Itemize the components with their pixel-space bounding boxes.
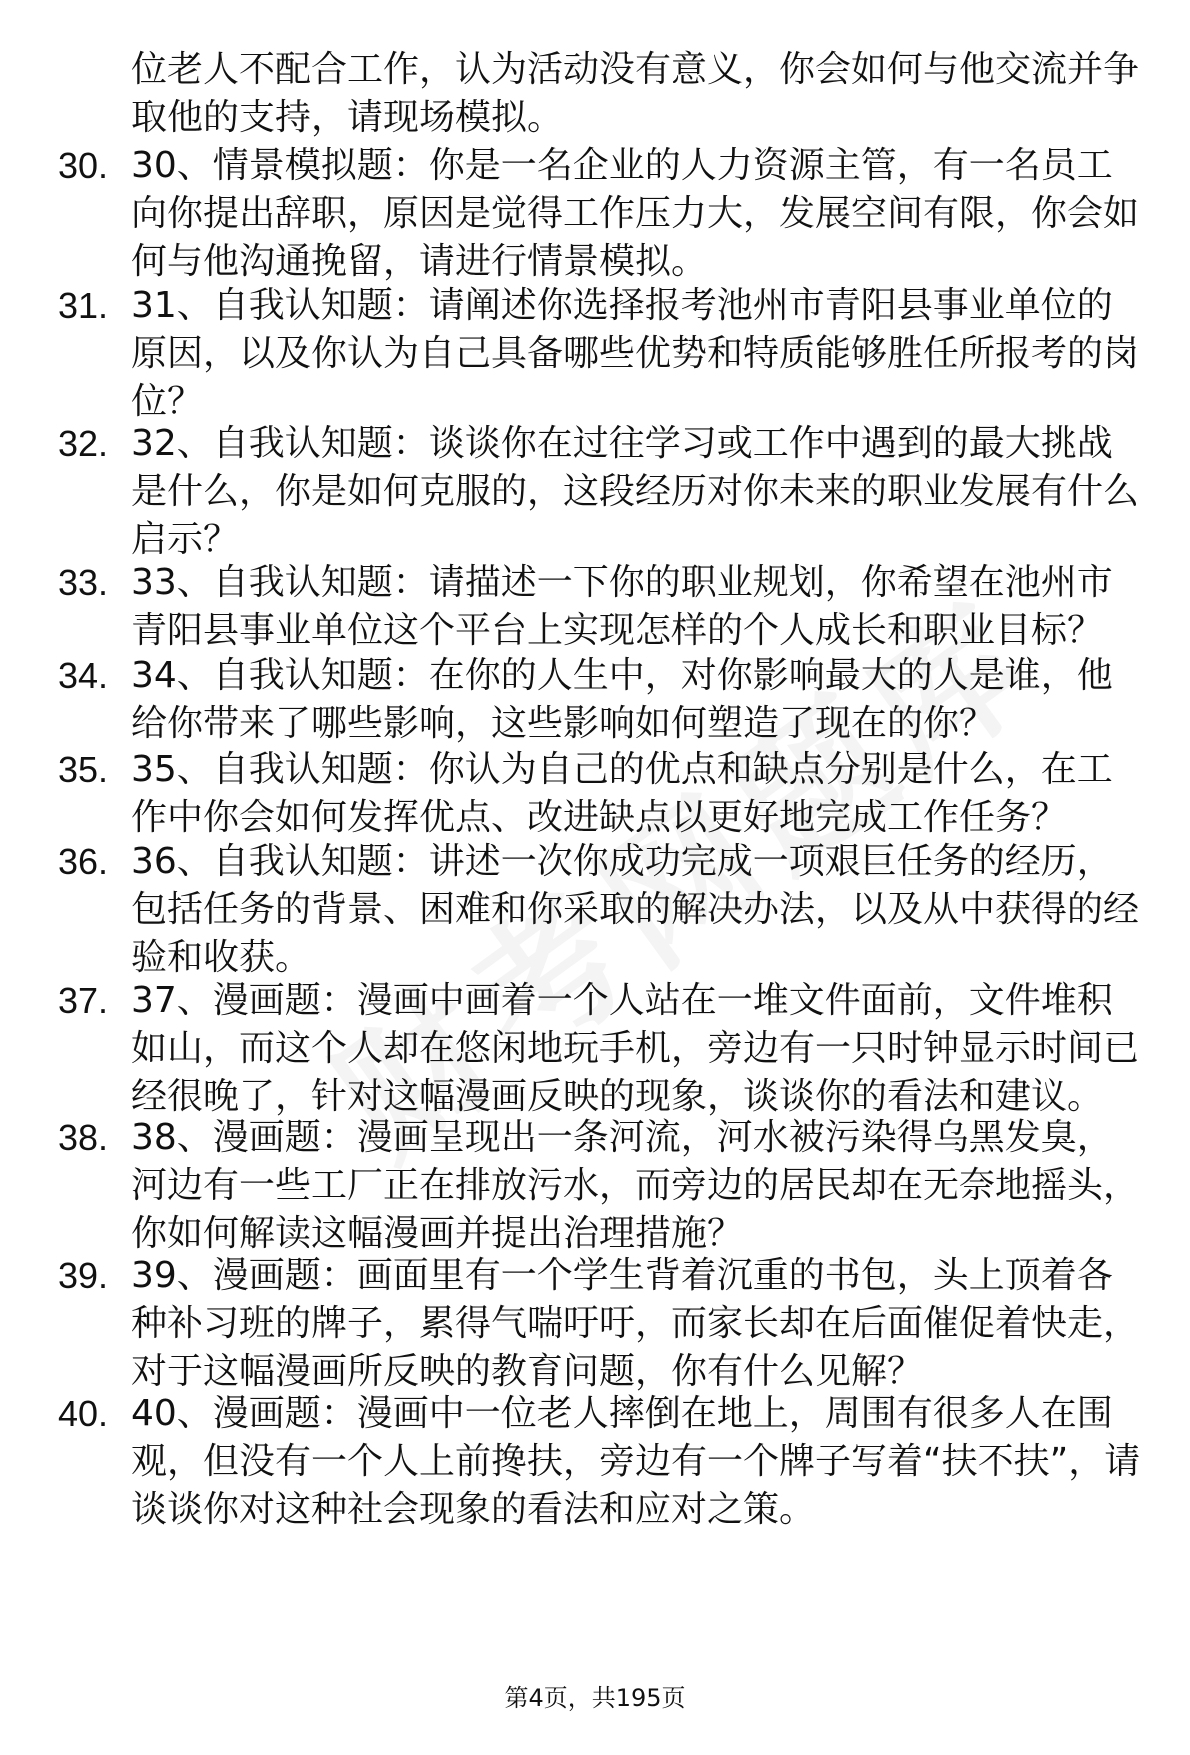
question-number: 39. bbox=[58, 1255, 109, 1296]
question-text: 31、自我认知题：请阐述你选择报考池州市青阳县事业单位的原因，以及你认为自己具备哪些优势和特质能够胜任所报考的岗位？ bbox=[131, 285, 1140, 422]
question-number: 36. bbox=[58, 841, 109, 882]
question-text: 40、漫画题：漫画中一位老人摔倒在地上，周围有很多人在围观，但没有一个人上前搀扶，旁边有一个牌子写着“扶不扶”，请谈谈你对这种社会现象的看法和应对之策。 bbox=[131, 1393, 1141, 1530]
question-number: 33. bbox=[58, 562, 109, 603]
question-number: 38. bbox=[58, 1117, 109, 1158]
question-number: 37. bbox=[58, 980, 109, 1021]
question-text: 32、自我认知题：谈谈你在过往学习或工作中遇到的最大挑战是什么，你是如何克服的，这段经历对你未来的职业发展有什么启示？ bbox=[131, 423, 1140, 560]
page-footer: 第4页，共195页 bbox=[504, 1684, 686, 1712]
question-number: 35. bbox=[58, 749, 109, 790]
question-number: 30. bbox=[58, 145, 109, 186]
question-text: 39、漫画题：画面里有一个学生背着沉重的书包，头上顶着各种补习班的牌子，累得气喘吁吁，而家长却在后面催促着快走，对于这幅漫画所反映的教育问题，你有什么见解？ bbox=[131, 1255, 1140, 1392]
question-number: 32. bbox=[58, 423, 109, 464]
question-number: 31. bbox=[58, 285, 109, 326]
question-number: 34. bbox=[58, 655, 109, 696]
question-text: 30、情景模拟题：你是一名企业的人力资源主管，有一名员工向你提出辞职，原因是觉得工作压力大，发展空间有限，你会如何与他沟通挽留，请进行情景模拟。 bbox=[131, 145, 1140, 282]
question-number: 40. bbox=[58, 1393, 109, 1434]
question-text: 35、自我认知题：你认为自己的优点和缺点分别是什么，在工作中你会如何发挥优点、改进缺点以更好地完成工作任务？ bbox=[131, 749, 1113, 838]
continued-question-text: 位老人不配合工作，认为活动没有意义，你会如何与他交流并争取他的支持，请现场模拟。 bbox=[131, 49, 1140, 138]
question-text: 33、自我认知题：请描述一下你的职业规划，你希望在池州市青阳县事业单位这个平台上实现怎样的个人成长和职业目标？ bbox=[131, 562, 1113, 651]
question-text: 36、自我认知题：讲述一次你成功完成一项艰巨任务的经历，包括任务的背景、困难和你采取的解决办法，以及从中获得的经验和收获。 bbox=[131, 841, 1140, 978]
question-text: 34、自我认知题：在你的人生中，对你影响最大的人是谁，他给你带来了哪些影响，这些影响如何塑造了现在的你？ bbox=[131, 655, 1113, 744]
question-text: 37、漫画题：漫画中画着一个人站在一堆文件面前，文件堆积如山，而这个人却在悠闲地玩手机，旁边有一只时钟显示时间已经很晚了，针对这幅漫画反映的现象，谈谈你的看法和建议。 bbox=[131, 980, 1140, 1117]
question-text: 38、漫画题：漫画呈现出一条河流，河水被污染得乌黑发臭，河边有一些工厂正在排放污水，而旁边的居民却在无奈地摇头，你如何解读这幅漫画并提出治理措施？ bbox=[131, 1117, 1140, 1254]
